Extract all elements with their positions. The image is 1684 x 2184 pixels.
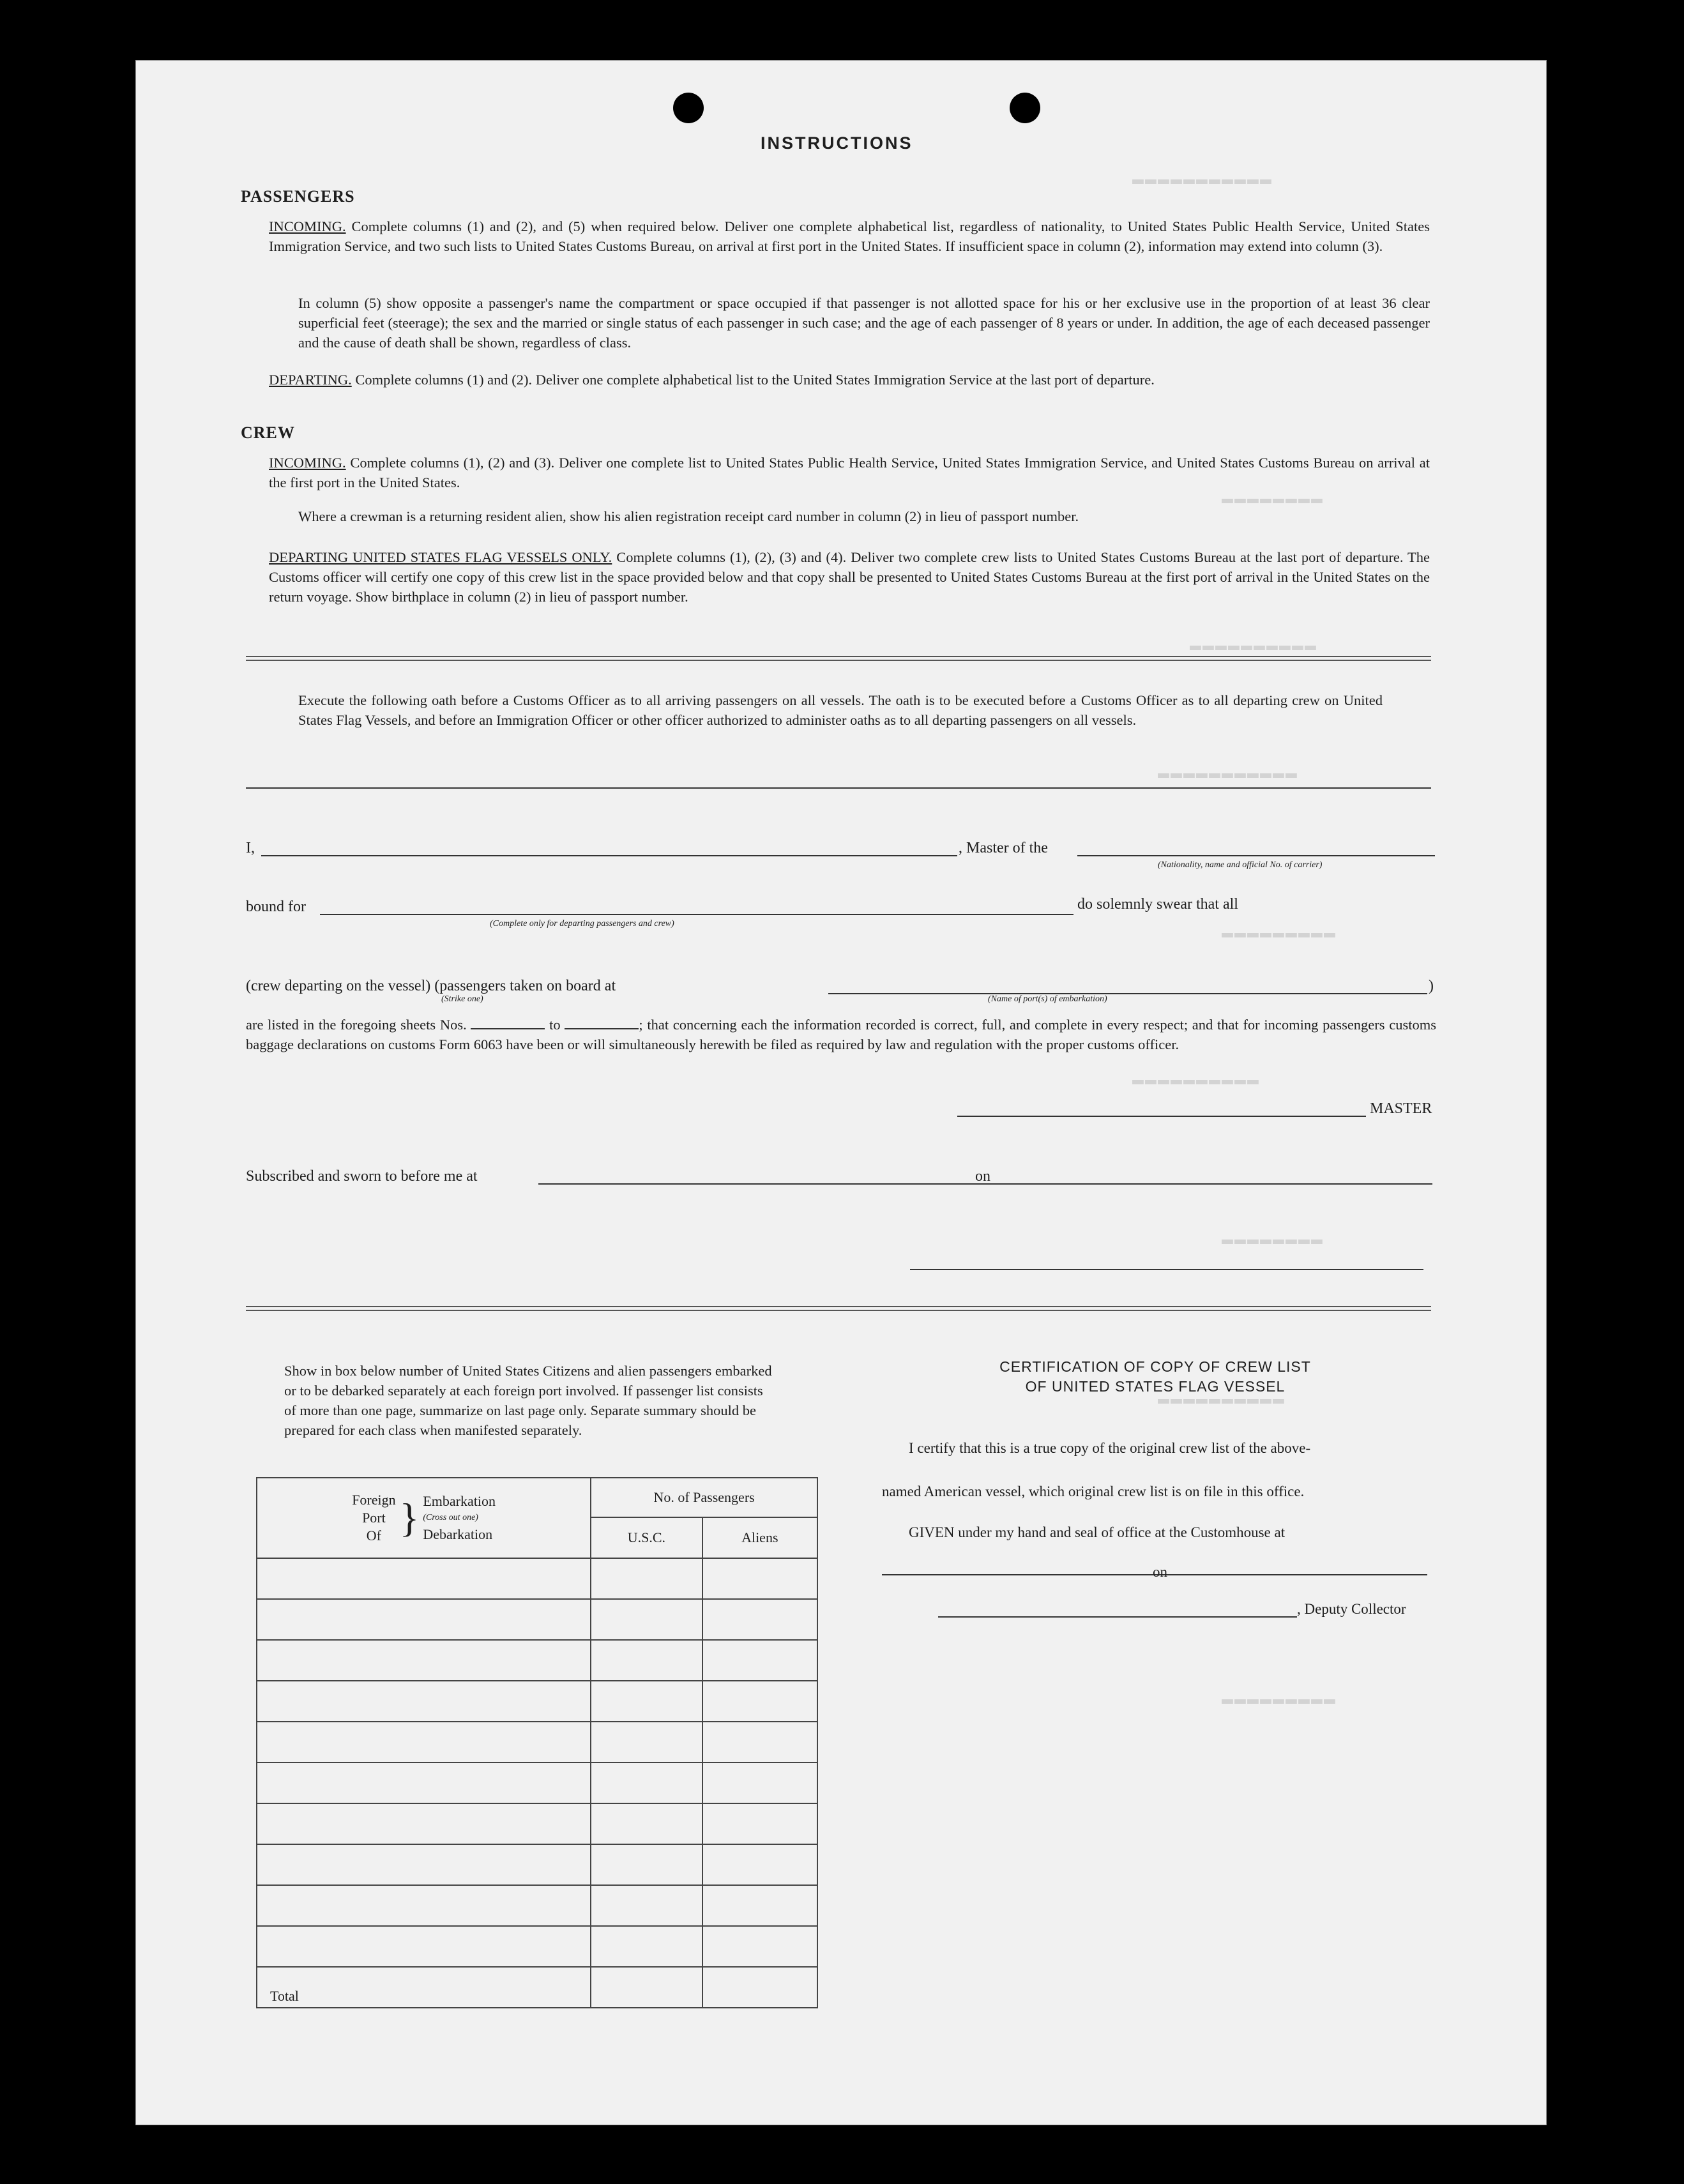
certification-heading-2: OF UNITED STATES FLAG VESSEL: [1025, 1378, 1286, 1395]
aliens-cell[interactable]: [702, 1844, 817, 1885]
master-label: MASTER: [1370, 1100, 1432, 1117]
listed-label-a: are listed in the foregoing sheets Nos.: [246, 1017, 467, 1033]
aliens-cell[interactable]: [702, 1640, 817, 1681]
port-cell[interactable]: [257, 1885, 591, 1926]
bound-for-note: (Complete only for departing passengers and crew): [490, 919, 674, 929]
listed-label-b: ; that concerning each the information recorded is correct, full, and complete in every respect; and that for incoming passengers customs baggage declarations on customs Form 6063 have been or will simultaneously herewith be filed as required by law and regulation with the proper customs officer.: [246, 1017, 1436, 1052]
crew-heading: CREW: [241, 423, 295, 442]
usc-cell[interactable]: [591, 1681, 702, 1722]
table-row: [257, 1844, 817, 1885]
usc-cell[interactable]: [591, 1926, 702, 1967]
usc-header: U.S.C.: [591, 1517, 702, 1558]
table-row: [257, 1558, 817, 1599]
form-sheet: ▬▬▬▬▬▬▬▬▬▬▬ ▬▬▬▬▬▬▬▬ ▬▬▬▬▬▬▬▬▬▬ ▬▬▬▬▬▬▬▬▬▬▬ ▬▬▬▬▬▬▬▬▬ ▬▬▬▬▬▬▬▬▬▬ ▬▬▬▬▬▬▬▬ ▬▬▬▬▬▬▬▬▬▬ ▬▬▬▬▬▬▬▬▬ INSTRUCTIONS PASSENGERS INCOMING. Complete columns (1) and (2), and (5) when required below. Deliver one complete alphabetical list, regardless of nationality, to United States Public Health Service, United States Immigration Service, and two such lists to United States Customs Bureau, on arrival at first port in the United States. If insufficient space in column (2), information may extend into column (3). In column (5) show opposite a passenger's name the compartment or space occupied if that passenger is not allotted space for his or her exclusive use in the proportion of at least 36 clear superficial feet (steerage); the sex and the married or single status of each passenger in such case; and the age of each passenger of 8 years or under. In addition, the age of each deceased passenger and the cause of death shall be shown, regardless of class. DEPARTING. Complete columns (1) and (2). Deliver one complete alphabetical list to the United States Immigration Service at the last port of departure. CREW INCOMING. Complete columns (1), (2) and (3). Deliver one complete list to United States Public Health Service, United States Immigration Service, and United States Customs Bureau on arrival at the first port in the United States. Where a crewman is a returning resident alien, show his alien registration receipt card number in column (2) in lieu of passport number. DEPARTING UNITED STATES FLAG VESSELS ONLY. Complete columns (1), (2), (3) and (4). Deliver two complete crew lists to United States Customs Bureau at the last port of departure. The Customs officer will certify one copy of this crew list in the space provided below and that copy shall be presented to United States Customs Bureau at the first port of arrival in the United States on the return voyage. Show birthplace in column (2) in lieu of passport number. Execute the following oath before a Customs Officer as to all arriving passengers on all vessels. The oath is to be executed before a Customs Officer as to all departing crew on United States Flag Vessels, and before an Immigration Officer or other officer authorized to administer oaths as to all departing passengers on all vessels. I, , Master of the (Nationality, name and official No. of carrier) bound for (Complete only for departing passengers and crew) do solemnly swear that all (crew departing on the vessel) (passengers taken on board at ) (Strike one) (Name of port(s) of embarkation) are listed in the foregoing sheets Nos. to ; that concerning each the information recorded is correct, full, and complete in every respect; and that for incoming passengers customs baggage declarations on customs Form 6063 have been or will simultaneously herewith be filed as required by law and regulation with the proper customs officer. MASTER Subscribed and sworn to before me at on Show in box below number of United States Citizens and alien passengers embarked or to be debarked separately at each foreign port involved. If passenger list consists of more than one page, summarize on last page only. Separate summary should be prepared for each class when manifested separately. Foreign Port Of } Embarkation (Cross out one) Debarkation No. of Passengers U.S.C. Aliens Total CERTIFICATION OF COPY OF CREW LIST OF UNITED STATES FLAG VESSEL I certify that this is a true copy of the original crew list of the above- named American vessel, which original crew list is on file in this office. GIVEN under my hand and seal of office at the Customhouse at on , Deputy Collector: [135, 60, 1547, 2125]
port-cell[interactable]: [257, 1926, 591, 1967]
port-cell[interactable]: [257, 1558, 591, 1599]
crew-incoming-label: INCOMING.: [269, 455, 346, 471]
table-row: [257, 1681, 817, 1722]
punch-hole-right: [1010, 93, 1040, 123]
passengers-departing-text: Complete columns (1) and (2). Deliver one complete alphabetical list to the United States Immigration Service at the last port of departure.: [355, 372, 1155, 388]
listed-paragraph: [246, 1015, 1436, 1054]
passengers-heading: PASSENGERS: [241, 187, 355, 206]
usc-cell[interactable]: [591, 1885, 702, 1926]
table-row: [257, 1599, 817, 1640]
usc-cell[interactable]: [591, 1763, 702, 1803]
sworn-on-label: on: [975, 1168, 990, 1185]
debarkation-label: Debarkation: [423, 1526, 493, 1542]
certify-date-field[interactable]: [1172, 1574, 1427, 1575]
port-cell[interactable]: [257, 1763, 591, 1803]
port-cell[interactable]: [257, 1844, 591, 1885]
usc-total-cell[interactable]: [591, 1967, 702, 2008]
embarkation-ports-field[interactable]: [828, 993, 1427, 994]
aliens-total-cell[interactable]: [702, 1967, 817, 2008]
port-cell[interactable]: [257, 1722, 591, 1763]
listed-to-label: to: [549, 1017, 561, 1033]
certify-line-3: GIVEN under my hand and seal of office at the Customhouse at: [909, 1524, 1286, 1540]
port-cell[interactable]: [257, 1599, 591, 1640]
officer-signature-field[interactable]: [910, 1269, 1423, 1270]
master-name-field[interactable]: [261, 855, 957, 856]
master-signature-field[interactable]: [957, 1116, 1366, 1117]
master-of-label: , Master of the: [959, 840, 1048, 856]
aliens-header: Aliens: [702, 1517, 817, 1558]
total-row: [257, 1967, 817, 2008]
oath-intro: Execute the following oath before a Customs Officer as to all arriving passengers on all vessels. The oath is to be executed before a Customs Officer as to all departing crew on United States Flag Vessels, and before an Immigration Officer or other officer authorized to administer oaths as to all departing passengers on all vessels.: [298, 692, 1383, 728]
table-row: [257, 1722, 817, 1763]
summary-divider: [246, 1306, 1431, 1311]
page-title: INSTRUCTIONS: [761, 133, 913, 153]
usc-cell[interactable]: [591, 1558, 702, 1599]
table-row: [257, 1640, 817, 1681]
passengers-departing-paragraph: [269, 370, 1430, 390]
crew-resident-paragraph: Where a crewman is a returning resident alien, show his alien registration receipt card number in column (2) in lieu of passport number.: [298, 508, 1079, 524]
passengers-incoming-label: INCOMING.: [269, 218, 346, 234]
carrier-note: (Nationality, name and official No. of carrier): [1158, 860, 1323, 870]
aliens-cell[interactable]: [702, 1926, 817, 1967]
port-header-cell: [257, 1478, 591, 1558]
aliens-cell[interactable]: [702, 1803, 817, 1844]
usc-cell[interactable]: [591, 1844, 702, 1885]
table-row: [257, 1885, 817, 1926]
aliens-cell[interactable]: [702, 1885, 817, 1926]
crew-departing-label: DEPARTING UNITED STATES FLAG VESSELS ONLY.: [269, 549, 612, 565]
crew-departing-text: Complete columns (1), (2), (3) and (4). Deliver two complete crew lists to United States Customs Bureau at the last port of departure. The Customs officer will certify one copy of this crew list in the space provided below and that copy shall be presented to United States Customs Bureau at the first port of arrival in the United States on the return voyage. Show birthplace in column (2) in lieu of passport number.: [269, 549, 1430, 605]
deputy-collector-label: , Deputy Collector: [1297, 1601, 1406, 1617]
usc-cell[interactable]: [591, 1803, 702, 1844]
embarkation-label: Embarkation: [423, 1493, 496, 1509]
crew-incoming-text: Complete columns (1), (2) and (3). Deliver one complete list to United States Public Health Service, United States Immigration Service, and United States Customs Bureau on arrival at the first port in the United States.: [269, 455, 1430, 490]
foreign-label: Foreign: [352, 1492, 396, 1508]
of-label: Of: [366, 1528, 382, 1543]
aliens-cell[interactable]: [702, 1722, 817, 1763]
usc-cell[interactable]: [591, 1640, 702, 1681]
port-cell[interactable]: [257, 1803, 591, 1844]
ports-note: (Name of port(s) of embarkation): [988, 994, 1107, 1004]
sheet-to-field[interactable]: [565, 1028, 639, 1029]
bound-for-field[interactable]: [320, 914, 1073, 915]
close-paren: ): [1429, 978, 1434, 994]
port-cell[interactable]: [257, 1681, 591, 1722]
bound-for-label: bound for: [246, 899, 306, 915]
brace-icon: }: [399, 1495, 420, 1540]
sheet-from-field[interactable]: [471, 1028, 545, 1029]
usc-cell[interactable]: [591, 1599, 702, 1640]
table-row: [257, 1763, 817, 1803]
certification-heading-1: CERTIFICATION OF COPY OF CREW LIST: [999, 1358, 1311, 1375]
table-row: [257, 1803, 817, 1844]
carrier-field[interactable]: [1077, 855, 1435, 856]
port-label: Port: [362, 1510, 386, 1526]
oath-divider: [246, 787, 1431, 789]
aliens-cell[interactable]: [702, 1681, 817, 1722]
crew-departing-label: (crew departing on the vessel) (passengers taken on board at: [246, 978, 616, 994]
table-row: [257, 1926, 817, 1967]
certify-on-label: on: [1153, 1564, 1167, 1580]
no-passengers-header: No. of Passengers: [591, 1478, 817, 1517]
passengers-column5-paragraph: In column (5) show opposite a passenger's name the compartment or space occupied if that passenger is not allotted space for his or her exclusive use in the proportion of at least 36 clear superficial feet (steerage); the sex and the married or single status of each passenger in such case; and the age of each passenger of 8 years or under. In addition, the age of each deceased passenger and the cause of death shall be shown, regardless of class.: [298, 295, 1430, 351]
crew-incoming-paragraph: [269, 453, 1430, 492]
certification-heading: [944, 1357, 1366, 1397]
certify-line-1: I certify that this is a true copy of the original crew list of the above-: [909, 1440, 1311, 1456]
oath-i-label: I,: [246, 840, 255, 856]
usc-cell[interactable]: [591, 1722, 702, 1763]
cross-out-note: (Cross out one): [423, 1513, 478, 1522]
crew-departing-paragraph: [269, 547, 1430, 607]
strike-note: (Strike one): [441, 994, 483, 1004]
punch-hole-left: [673, 93, 704, 123]
passengers-incoming-paragraph: [269, 216, 1430, 256]
swear-label: do solemnly swear that all: [1077, 896, 1238, 913]
passengers-departing-label: DEPARTING.: [269, 372, 352, 388]
aliens-cell[interactable]: [702, 1558, 817, 1599]
deputy-collector-signature-field[interactable]: [938, 1616, 1297, 1618]
subscribed-label: Subscribed and sworn to before me at: [246, 1168, 478, 1185]
certify-line-2: named American vessel, which original crew list is on file in this office.: [882, 1483, 1305, 1499]
passenger-summary-table: [256, 1477, 818, 2008]
section-divider: [246, 656, 1431, 661]
aliens-cell[interactable]: [702, 1599, 817, 1640]
port-cell[interactable]: [257, 1640, 591, 1681]
sworn-date-field[interactable]: [1002, 1183, 1432, 1185]
total-label: Total: [257, 1967, 591, 2008]
aliens-cell[interactable]: [702, 1763, 817, 1803]
summary-instructions: Show in box below number of United States Citizens and alien passengers embarked or to be debarked separately at each foreign port involved. If passenger list consists of more than one page, summarize on last page only. Separate summary should be prepared for each class when manifested separately.: [284, 1363, 772, 1438]
passengers-incoming-text: Complete columns (1) and (2), and (5) when required below. Deliver one complete alphabetical list, regardless of nationality, to United States Public Health Service, United States Immigration Service, and two such lists to United States Customs Bureau, on arrival at first port in the United States. If insufficient space in column (2), information may extend into column (3).: [269, 218, 1430, 254]
